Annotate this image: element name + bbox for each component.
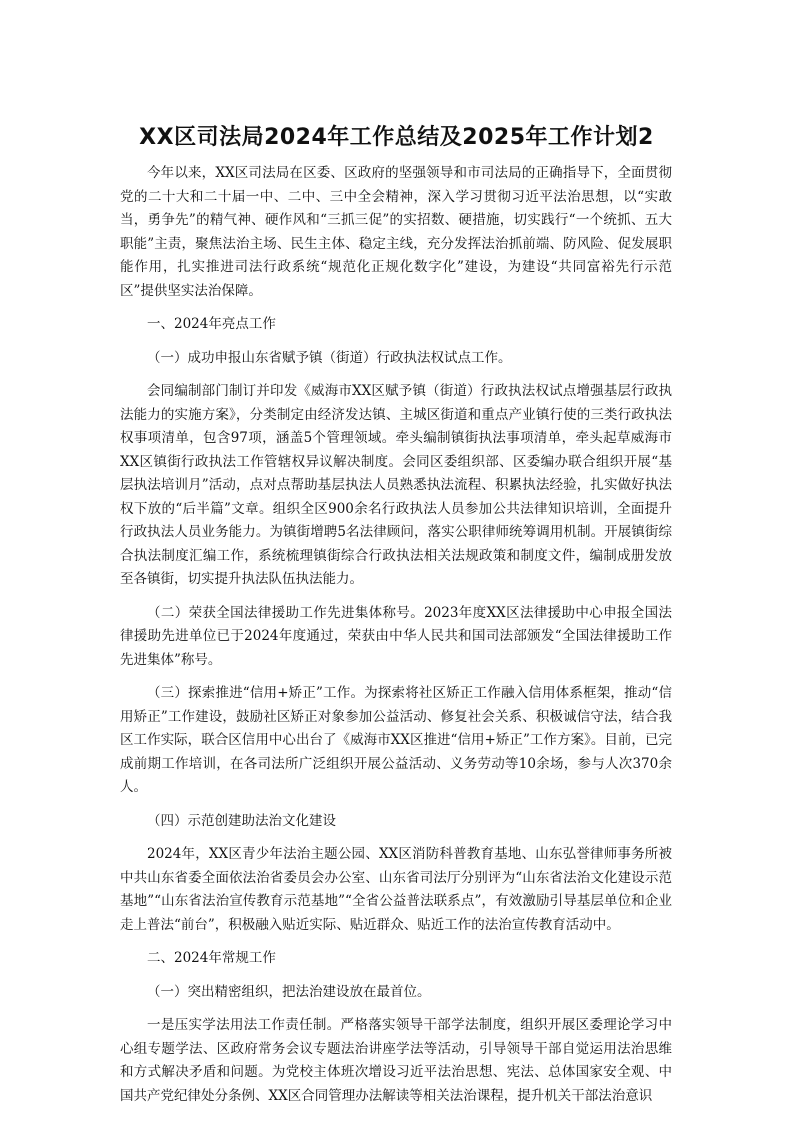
subheading-organization: （一）突出精密组织，把法治建设放在最首位。	[147, 983, 431, 1000]
paragraph-pilot-enforcement: 会同编制部门制订并印发《威海市XX区赋予镇（街道）行政执法权试点增强基层行政执法能力的实施方案》，分类制定由经济发达镇、主城区街道和重点产业镇行使的三类行政执法权事项清单，包含97项，涵盖5个管理领域。牵头编制镇街执法事项清单，牵头起草威海市XX区镇街行政执法工作管辖权异议解决制度。会同区委组织部、区委编办联合组织开展“基层执法培训月”活动，点对点帮助基层执法人员熟悉执法流程、积累执法经验，扎实做好执法权下放的“后半篇”文章。组织全区900余名行政执法人员参加公共法律知识培训，全面提升行政执法人员业务能力。为镇街增聘5名法律顾问，落实公职律师统筹调用机制。开展镇街综合执法制度汇编工作，系统梳理镇街综合行政执法相关法规政策和制度文件，编制成册发放至各镇街，切实提升执法队伍执法能力。	[120, 383, 672, 587]
paragraph-study-law: 一是压实学法用法工作责任制。严格落实领导干部学法制度，组织开展区委理论学习中心组专题学法、区政府常务会议专题法治讲座学法等活动，引导领导干部自觉运用法治思维和方式解决矛盾和问题。为党校主体班次增设习近平法治思想、宪法、总体国家安全观、中国共产党纪律处分条例、XX区合同管理办法解读等相关法治课程，提升机关干部法治意识	[120, 1017, 672, 1104]
subheading-pilot-enforcement: （一）成功申报山东省赋予镇（街道）行政执法权试点工作。	[147, 349, 512, 366]
paragraph-legal-aid-award: （二）荣获全国法律援助工作先进集体称号。2023年度XX区法律援助中心申报全国法律援助先进单位已于2024年度通过，荣获由中华人民共和国司法部颁发“全国法律援助工作先进集体”称号。	[120, 604, 672, 668]
section-heading-highlights: 一、2024年亮点工作	[147, 316, 276, 332]
document-body	[120, 162, 672, 1118]
document-title: XX区司法局2024年工作总结及2025年工作计划2	[139, 125, 654, 150]
paragraph-credit-correction: （三）探索推进“信用+矫正”工作。为探索将社区矫正工作融入信用体系框架，推动“信用矫正”工作建设，鼓励社区矫正对象参加公益活动、修复社会关系、积极诚信守法，结合我区工作实际，联合区信用中心出台了《威海市XX区推进“信用+矫正”工作方案》。目前，已完成前期工作培训，在各司法所广泛组织开展公益活动、义务劳动等10余场，参与人次370余人。	[120, 685, 672, 795]
subheading-legal-culture: （四）示范创建助法治文化建设	[147, 812, 336, 829]
section-heading-routine: 二、2024年常规工作	[147, 950, 276, 966]
paragraph-legal-culture: 2024年，XX区青少年法治主题公园、XX区消防科普教育基地、山东弘誉律师事务所被中共山东省委全面依法治省委员会办公室、山东省司法厅分别评为“山东省法治文化建设示范基地”“山东省法治宣传教育示范基地”“全省公益普法联系点”，有效激励引导基层单位和企业走上普法“前台”，积极融入贴近实际、贴近群众、贴近工作的法治宣传教育活动中。	[120, 846, 672, 933]
intro-paragraph: 今年以来，XX区司法局在区委、区政府的坚强领导和市司法局的正确指导下，全面贯彻党的二十大和二十届一中、二中、三中全会精神，深入学习贯彻习近平法治思想，以“实敢当，勇争先”的精气神、硬作风和“三抓三促”的实招数、硬措施，切实践行“一个统抓、五大职能”主责，聚焦法治主场、民生主体、稳定主线，充分发挥法治抓前端、防风险、促发展职能作用，扎实推进司法行政系统“规范化正规化数字化”建设，为建设“共同富裕先行示范区”提供坚实法治保障。	[120, 165, 672, 299]
